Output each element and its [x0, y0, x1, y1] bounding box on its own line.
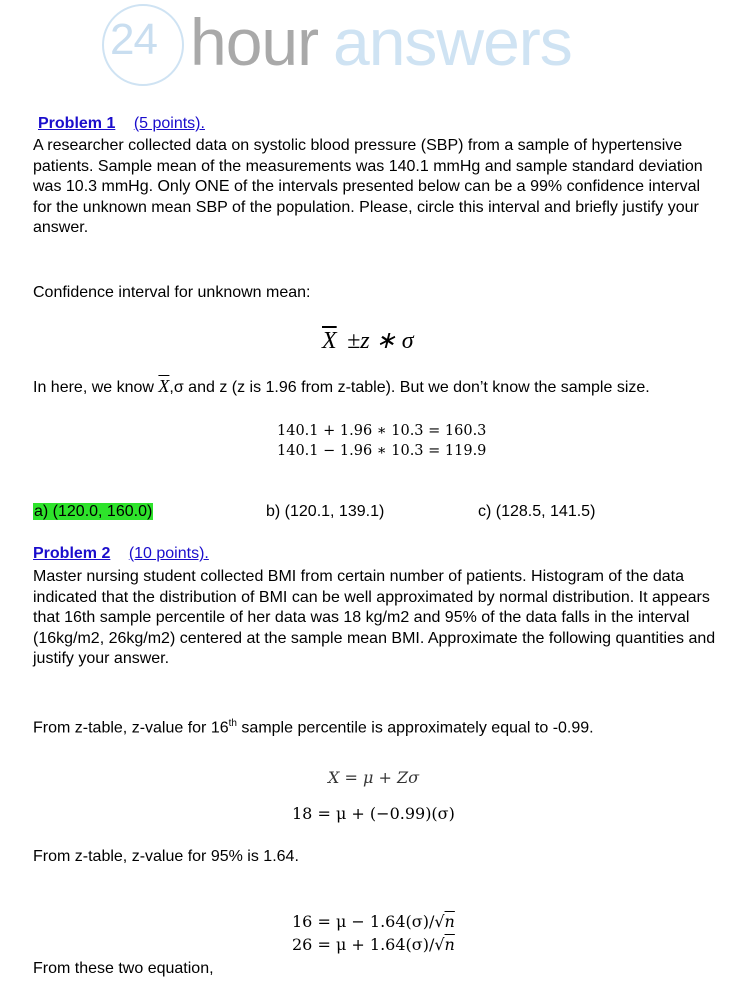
option-a-highlighted: a) (120.0, 160.0): [34, 503, 153, 520]
z16-part-b: sample percentile is approximately equal to -0.99.: [236, 719, 594, 737]
problem2-header: [33, 545, 209, 563]
problem2-title-link[interactable]: Problem 2: [33, 545, 111, 562]
option-a: [33, 503, 153, 521]
problem2-text: Master nursing student collected BMI from certain number of patients. Histogram of the data indicated that the distribution of BMI can be well approximated by normal distribution. It appears that 16th sample percentile of her data was 18 kg/m2 and 95% of the data falls in the interval (16kg/m2, 26kg/m2) centered at the sample mean BMI. Approximate the following quantities and justify your answer.: [33, 568, 716, 667]
formula-rest: ±z ∗ σ: [347, 328, 414, 354]
option-b: b) (120.1, 139.1): [266, 503, 385, 520]
equation-26: [292, 934, 455, 956]
note-part-a: In here, we know: [33, 379, 159, 396]
eq26-n: n: [444, 935, 455, 954]
logo: [100, 0, 620, 90]
problem1-text: A researcher collected data on systolic blood pressure (SBP) from a sample of hypertensive patients. Sample mean of the measurements was 140.1 mmHg and sample standard deviation was 10.3 mmHg. Only ONE of the intervals presented below can be a 99% confidence interval for the unknown mean SBP of the population. Please, circle this interval and briefly justify your answer.: [33, 137, 703, 236]
known-note: [33, 376, 650, 399]
option-c: c) (128.5, 141.5): [478, 503, 596, 520]
eq16-main: 16 = μ − 1.64(σ)/√: [292, 912, 445, 931]
eq26-main: 26 = μ + 1.64(σ)/√: [292, 935, 445, 954]
ci-formula: [322, 326, 414, 355]
z16-line: [33, 714, 594, 739]
equation-16: [292, 911, 455, 933]
from-these-line: From these two equation,: [33, 960, 214, 977]
formula-xbar: $\overline{X}$: [322, 328, 337, 354]
z95-line: From z-table, z-value for 95% is 1.64.: [33, 848, 299, 865]
z16-part-a: From z-table, z-value for 16: [33, 719, 229, 737]
calc-lower: 140.1 − 1.96 ∗ 10.3 = 119.9: [277, 443, 487, 459]
problem2-points-link[interactable]: (10 points).: [128, 545, 209, 562]
equation-18: 18 = μ + (−0.99)(σ): [292, 804, 455, 823]
problem1-header: [38, 115, 205, 133]
logo-word-hour: hour: [190, 5, 319, 79]
z16-sup: th: [228, 718, 237, 729]
equation-general: X = μ + Zσ: [328, 768, 419, 787]
logo-number: 24: [110, 15, 157, 64]
eq16-n: n: [444, 912, 455, 931]
problem1-title-link[interactable]: Problem 1: [38, 115, 116, 132]
calc-upper: 140.1 + 1.96 ∗ 10.3 = 160.3: [277, 423, 487, 439]
problem1-points-link[interactable]: (5 points).: [133, 115, 205, 132]
logo-word-answers: answers: [333, 5, 572, 79]
ci-label: Confidence interval for unknown mean:: [33, 284, 311, 301]
note-part-b: ,σ and z (z is 1.96 from z-table). But we don’t know the sample size.: [169, 379, 650, 396]
note-xbar: $\overline{X}$: [158, 376, 170, 396]
